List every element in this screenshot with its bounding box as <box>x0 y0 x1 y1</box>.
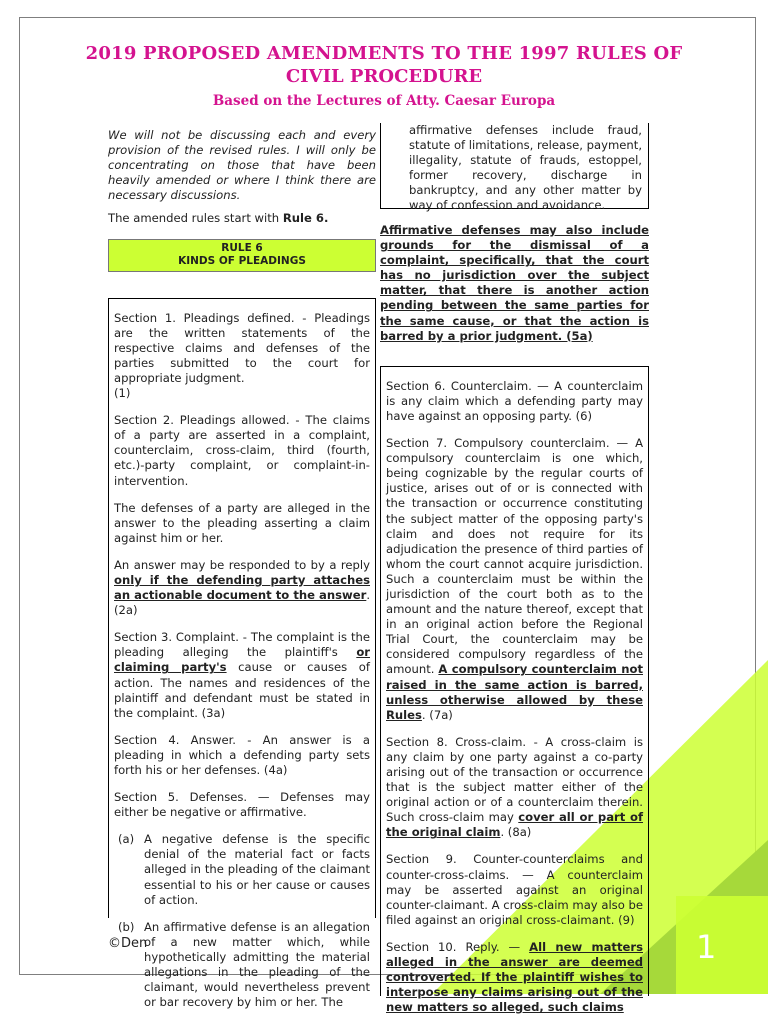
left-column <box>108 128 376 1010</box>
section-2-defenses: The defenses of a party are alleged in the answer to the pleading asserting a claim against him or her. <box>114 500 370 545</box>
right-column <box>380 123 649 1015</box>
rule-heading <box>108 239 376 272</box>
section-10: Section 10. Reply. — All new matters alleged in the answer are deemed controverted. If the plaintiff wishes to interpose any claims arising out of the new matters so alleged, such claims <box>386 939 643 1015</box>
section-1-ref: (1) <box>114 386 131 401</box>
affirmative-defenses-note: Affirmative defenses may also include grounds for the dismissal of a complaint, specifically, that the court has no jurisdiction over the subject matter, that there is another action pending between the same parties for the same cause, or that the action is barred by a prior judgment. (5a) <box>380 223 649 343</box>
section-4: Section 4. Answer. - An answer is a pleading in which a defending party sets forth his or her defenses. (4a) <box>114 732 370 777</box>
section-9: Section 9. Counter-counterclaims and counter-cross-claims. — A counterclaim may be asserted against an original counter-claimant. A cross-claim may also be filed against an original cross-claimant. (9) <box>386 852 643 927</box>
intro-start: The amended rules start with Rule 6. <box>108 211 329 226</box>
page-title-line2: CIVIL PROCEDURE <box>285 66 483 87</box>
section-8: Section 8. Cross-claim. - A cross-claim is any claim by one party against a co-party arising out of the transaction or occurrence that is the subject matter either of the original action or of a counterclaim therein. Such cross-claim may cover all or part of the original claim. (8a) <box>386 734 644 840</box>
section-5-item-b: (b) An affirmative defense is an allegation of a new matter which, while hypothetically admitting the material allegations in the pleading of the claimant, would nevertheless prevent or bar recovery by him or her. The <box>118 919 370 1010</box>
section-2-reply: An answer may be responded to by a reply only if the defending party attaches an actionable document to the answer. (2a) <box>114 557 370 618</box>
page-subtitle: Based on the Lectures of Atty. Caesar Europa <box>212 93 556 109</box>
section-6: Section 6. Counterclaim. — A counterclaim is any claim which a defending party may have against an opposing party. (6) <box>386 378 643 423</box>
rule-number: RULE 6 <box>221 241 263 254</box>
section-5: Section 5. Defenses. — Defenses may either be negative or affirmative. <box>114 790 370 820</box>
section-5-continuation-box <box>380 123 649 213</box>
section-1: Section 1. Pleadings defined. - Pleadings are the written statements of the respective claims and defenses of the parties submitted to the court for appropriate judgment. <box>114 310 370 385</box>
page-number: 1 <box>696 928 717 966</box>
section-2: Section 2. Pleadings allowed. - The claims of a party are asserted in a complaint, counterclaim, cross-claim, third (fourth, etc.)-party complaint, or complaint-in- intervention. <box>114 413 370 488</box>
copyright-footer: ©Den <box>108 936 148 951</box>
page-title-line1: 2019 PROPOSED AMENDMENTS TO THE 1997 RULES OF <box>85 43 683 64</box>
section-3: Section 3. Complaint. - The complaint is the pleading alleging the plaintiff's or claiming party's cause or causes of action. The names and residences of the plaintiff and defendant must be stated in the complaint. (3a) <box>114 630 370 720</box>
page-number-box <box>676 896 768 994</box>
sections-box-right <box>380 366 649 1015</box>
rule-name: KINDS OF PLEADINGS <box>178 254 306 267</box>
section-5-item-a: (a) A negative defense is the specific denial of the material fact or facts alleged in the pleading of the claimant essential to his or her cause or causes of action. <box>118 832 370 907</box>
section-5b-continuation: affirmative defenses include fraud, statute of limitations, release, payment, illegality, statute of frauds, estoppel, former recovery, discharge in bankruptcy, and any other matter by way of confession and avoidance. <box>409 123 643 213</box>
section-7: Section 7. Compulsory counterclaim. — A compulsory counterclaim is one which, being cognizable by the regular courts of justice, arises out of or is connected with the transaction or occurrence constituting the subject matter of the opposing party's claim and does not require for its adjudication the presence of third parties of whom the court cannot acquire jurisdiction. Such a counterclaim must be within the jurisdiction of the court both as to the amount and the nature thereof, except that in an original action before the Regional Trial Court, the counterclaim may be considered compulsory regardless of the amount. A compulsory counterclaim not raised in the same action is barred, unless otherwise allowed by these Rules. (7a) <box>386 436 643 722</box>
sections-box-left <box>108 298 376 1010</box>
intro-paragraph: We will not be discussing each and every provision of the revised rules. I will only be concentrating on those that have been heavily amended or where I think there are necessary discussions. <box>108 128 376 203</box>
